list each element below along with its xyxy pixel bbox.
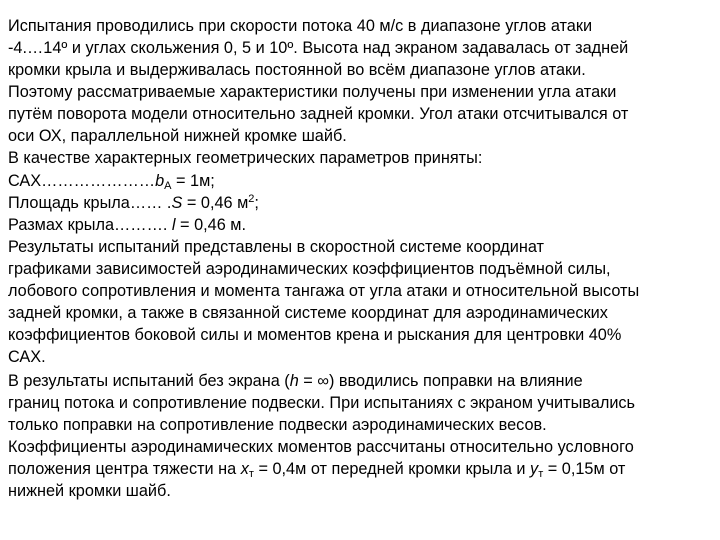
text-line <box>8 480 171 502</box>
text-line <box>8 125 347 147</box>
text-line <box>8 324 621 346</box>
text-run: = 0,46 м. <box>175 216 247 234</box>
italic-symbol: b <box>155 172 165 190</box>
text-run: Размах крыла………. <box>8 216 172 234</box>
text-run: -4.…14º и углах скольжения 0, 5 и 10º. Высота над экраном задавалась от задней <box>8 39 629 57</box>
italic-symbol: y <box>530 460 539 478</box>
text-line <box>8 192 259 214</box>
subscript: т <box>248 468 254 480</box>
text-line <box>8 346 46 368</box>
italic-symbol: l <box>171 216 176 234</box>
text-line <box>8 436 634 458</box>
text-run: задней кромки, а также в связанной системе координат для аэродинамических <box>8 304 608 322</box>
text-line <box>8 236 544 258</box>
text-run: САХ………………… <box>8 172 156 190</box>
text-run: графиками зависимостей аэродинамических коэффициентов подъёмной силы, <box>8 260 611 278</box>
text-line <box>8 458 625 480</box>
text-line <box>8 170 215 192</box>
italic-symbol: h <box>289 372 299 390</box>
subscript: т <box>538 468 544 480</box>
text-run: границ потока и сопротивление подвески. При испытаниях с экраном учитывались <box>8 394 636 412</box>
text-line <box>8 370 583 392</box>
text-run: = 0,4м от передней кромки крыла и <box>253 460 531 478</box>
text-line <box>8 103 628 125</box>
text-run: коэффициентов боковой силы и моментов крена и рыскания для центровки 40% <box>8 326 622 344</box>
text-line <box>8 147 482 169</box>
text-run: кромки крыла и выдерживалась постоянной во всём диапазоне углов атаки. <box>8 61 586 79</box>
text-run: САХ. <box>8 348 46 366</box>
text-run: путём поворота модели относительно задней кромки. Угол атаки отсчитывался от <box>8 105 629 123</box>
text-run: В качестве характерных геометрических параметров приняты: <box>8 149 483 167</box>
text-run: Испытания проводились при скорости потока 40 м/с в диапазоне углов атаки <box>8 17 593 35</box>
text-run: Коэффициенты аэродинамических моментов рассчитаны относительно условного <box>8 438 634 456</box>
italic-symbol: S <box>171 194 183 212</box>
text-run: Площадь крыла…… . <box>8 194 172 212</box>
text-line <box>8 392 635 414</box>
text-line <box>8 37 628 59</box>
subscript: A <box>164 180 172 192</box>
italic-symbol: x <box>240 460 249 478</box>
text-line <box>8 81 616 103</box>
text-line <box>8 214 246 236</box>
superscript: 2 <box>248 193 255 205</box>
text-line <box>8 258 611 280</box>
text-run: положения центра тяжести на <box>8 460 241 478</box>
text-line <box>8 280 639 302</box>
text-line <box>8 414 547 436</box>
text-line <box>8 15 592 37</box>
text-run: ; <box>254 194 259 212</box>
text-run: = ∞) вводились поправки на влияние <box>298 372 583 390</box>
text-line <box>8 302 608 324</box>
text-run: В результаты испытаний без экрана ( <box>8 372 290 390</box>
text-line <box>8 59 586 81</box>
text-run: только поправки на сопротивление подвески аэродинамических весов. <box>8 416 547 434</box>
text-run: = 0,15м от <box>543 460 626 478</box>
text-run: Результаты испытаний представлены в скоростной системе координат <box>8 238 544 256</box>
text-run: оси ОХ, параллельной нижней кромке шайб. <box>8 127 347 145</box>
text-run: нижней кромки шайб. <box>8 482 171 500</box>
text-run: = 0,46 м <box>182 194 249 212</box>
text-run: Поэтому рассматриваемые характеристики получены при изменении угла атаки <box>8 83 617 101</box>
text-run: = 1м; <box>171 172 215 190</box>
text-run: лобового сопротивления и момента тангажа от угла атаки и относительной высоты <box>8 282 640 300</box>
